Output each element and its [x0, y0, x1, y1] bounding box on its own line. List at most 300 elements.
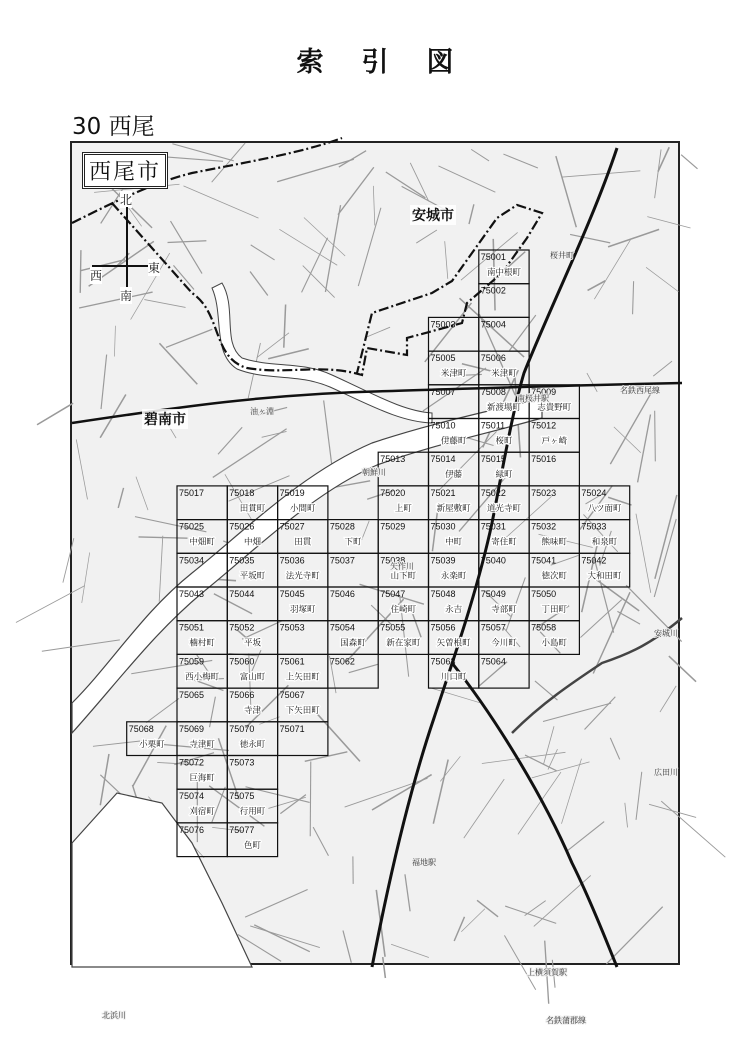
neighbor-label-hekinan: 碧南市: [142, 409, 188, 429]
grid-tile[interactable]: [227, 553, 277, 587]
grid-tile[interactable]: [378, 486, 428, 520]
grid-tile[interactable]: [429, 486, 479, 520]
grid-tile-place-name: 熊味町: [541, 537, 568, 548]
street-line: [168, 241, 207, 243]
grid-tile-place-name: 小栗町: [139, 739, 165, 750]
grid-tile-code: 75052: [229, 622, 255, 633]
street-line: [118, 488, 123, 508]
neighbor-label-anjo: 安城市: [410, 205, 456, 225]
grid-tile-code: 75033: [581, 521, 607, 532]
grid-tile-place-name: 小島町: [541, 638, 568, 649]
map-small-label: 南桜井駅: [517, 394, 549, 403]
grid-tile[interactable]: [278, 587, 328, 621]
grid-tile-place-name: 田貫: [294, 537, 312, 548]
grid-tile-code: 75070: [229, 723, 255, 734]
grid-tile-code: 75060: [229, 656, 255, 667]
grid-tile-code: 75017: [179, 487, 205, 498]
grid-tile-code: 75041: [531, 555, 557, 566]
street-line: [681, 155, 697, 169]
grid-tile[interactable]: [278, 621, 328, 655]
grid-tile-code: 75018: [229, 487, 255, 498]
street-line: [284, 305, 286, 348]
grid-tile[interactable]: [529, 419, 579, 453]
street-line: [636, 772, 642, 820]
grid-tile-code: 75013: [380, 454, 406, 465]
grid-tile-code: 75056: [430, 622, 456, 633]
map-small-label: 上横須賀駅: [527, 968, 567, 977]
grid-tile-code: 75044: [229, 589, 255, 599]
grid-tile-code: 75001: [480, 252, 506, 262]
street-line: [587, 373, 597, 392]
map-small-label: 桜井町: [550, 251, 574, 260]
street-line: [544, 726, 554, 764]
grid-tile[interactable]: [579, 553, 629, 587]
compass-west: 西: [90, 269, 103, 283]
grid-tile-place-name: 大和田町: [587, 571, 622, 582]
grid-tile-code: 75043: [179, 589, 205, 599]
street-line: [343, 930, 351, 962]
grid-tile-code: 75024: [581, 487, 607, 498]
street-line: [213, 429, 287, 478]
grid-tile-place-name: 法光寺町: [285, 571, 320, 582]
street-line: [245, 890, 308, 918]
grid-tile[interactable]: [177, 722, 227, 756]
grid-tile-code: 75019: [279, 487, 305, 498]
street-line: [610, 393, 651, 464]
grid-tile-code: 75076: [179, 824, 205, 835]
street-line: [482, 752, 566, 763]
street-line: [250, 272, 268, 296]
compass-south: 南: [120, 289, 133, 303]
grid-tile-code: 75057: [480, 622, 506, 633]
grid-tile-code: 75051: [179, 622, 205, 633]
grid-tile[interactable]: [479, 486, 529, 520]
grid-tile-code: 75040: [480, 555, 506, 566]
grid-tile[interactable]: [529, 553, 579, 587]
street-line: [16, 586, 85, 623]
street-line: [614, 427, 641, 453]
grid-tile-place-name: 上町: [394, 503, 412, 514]
street-line: [585, 697, 616, 730]
grid-tile-place-name: 新在家町: [386, 638, 421, 649]
street-line: [638, 414, 651, 482]
street-line: [251, 245, 275, 260]
grid-tile[interactable]: [579, 520, 629, 554]
page-title: 索引図: [296, 47, 492, 78]
grid-tile-code: 75071: [279, 723, 305, 734]
street-line: [570, 234, 610, 242]
street-line: [617, 611, 640, 624]
street-line: [76, 439, 87, 499]
grid-tile-place-name: 中町: [445, 537, 463, 548]
grid-tile-code: 75025: [179, 521, 205, 532]
grid-tile-code: 75023: [531, 487, 557, 498]
grid-tile-place-name: 矢曽根町: [436, 638, 471, 649]
map-small-label: 名鉄蒲郡線: [546, 1016, 586, 1025]
street-line: [454, 917, 464, 941]
street-line: [212, 143, 245, 182]
street-line: [63, 538, 74, 583]
street-line: [365, 327, 390, 337]
grid-tile[interactable]: [227, 722, 277, 756]
grid-tile-code: 75058: [531, 622, 557, 633]
grid-tile-place-name: 徳次町: [541, 571, 568, 582]
grid-tile[interactable]: [328, 587, 378, 621]
grid-tile[interactable]: [177, 621, 227, 655]
grid-tile-place-name: 田貫町: [239, 503, 266, 514]
grid-tile[interactable]: [227, 587, 277, 621]
grid-tile[interactable]: [177, 520, 227, 554]
grid-tile-code: 75010: [430, 420, 456, 431]
street-line: [391, 944, 429, 957]
grid-tile[interactable]: [227, 756, 277, 790]
street-line: [383, 957, 386, 978]
grid-tile-code: 75036: [279, 555, 305, 566]
street-line: [225, 474, 253, 522]
grid-tile-code: 75002: [480, 285, 506, 296]
street-line: [358, 208, 381, 286]
grid-tile[interactable]: [278, 722, 328, 756]
grid-tile-code: 75066: [229, 690, 255, 701]
grid-tile-code: 75007: [430, 386, 456, 397]
street-line: [608, 229, 659, 246]
street-line: [304, 218, 345, 256]
index-map[interactable]: [70, 141, 680, 1025]
street-line: [171, 221, 203, 274]
grid-tile-place-name: 山下町: [390, 571, 417, 582]
grid-tile[interactable]: [429, 351, 479, 385]
street-line: [438, 166, 495, 192]
street-line: [277, 159, 354, 181]
grid-tile-code: 75068: [128, 723, 154, 734]
grid-tile[interactable]: [429, 621, 479, 655]
grid-tile-place-name: 小間町: [289, 503, 316, 514]
street-line: [561, 759, 581, 824]
grid-tile[interactable]: [177, 756, 227, 790]
street-line: [372, 775, 432, 810]
grid-tile-place-name: 八ツ面町: [587, 503, 622, 514]
grid-tile-code: 75014: [430, 454, 456, 465]
street-line: [325, 205, 340, 292]
grid-tile-code: 75077: [229, 824, 255, 835]
grid-tile-code: 75008: [480, 386, 506, 397]
grid-tile-code: 75072: [179, 757, 205, 768]
grid-tile-place-name: 南中根町: [486, 268, 521, 278]
grid-tile[interactable]: [378, 520, 428, 554]
street-line: [660, 686, 676, 712]
grid-tile-code: 75016: [531, 454, 557, 465]
grid-tile-code: 75003: [430, 319, 456, 330]
grid-tile-place-name: 道光寺町: [486, 503, 521, 514]
grid-tile-place-name: 和泉町: [591, 537, 618, 548]
street-line: [210, 697, 216, 728]
grid-tile-code: 75038: [380, 555, 406, 566]
street-line: [173, 265, 194, 289]
street-line: [259, 717, 279, 725]
grid-tile-code: 75031: [480, 521, 506, 532]
grid-tile-place-name: 寺津: [243, 706, 261, 717]
street-line: [594, 240, 630, 300]
grid-tile-place-name: 徳永町: [239, 739, 266, 750]
street-line: [250, 926, 320, 948]
street-line: [562, 171, 640, 177]
street-line: [509, 315, 535, 350]
grid-tile[interactable]: [529, 621, 579, 655]
street-line: [655, 149, 661, 198]
grid-tile[interactable]: [328, 520, 378, 554]
grid-tile-code: 75067: [279, 690, 305, 701]
grid-tile-code: 75009: [531, 386, 557, 397]
street-line: [532, 762, 590, 778]
grid-tile-place-name: 国森町: [340, 638, 366, 649]
street-line: [669, 656, 696, 682]
grid-tile-place-name: 住崎町: [390, 605, 417, 615]
grid-tile-place-name: 志貴野町: [537, 402, 572, 413]
grid-tile-place-name: 米津町: [440, 369, 467, 380]
street-line: [594, 578, 639, 611]
street-line: [101, 355, 107, 409]
street-line: [386, 172, 426, 198]
grid-tile-place-name: 丁田町: [541, 605, 568, 615]
grid-tile-code: 75029: [380, 521, 406, 532]
grid-tile[interactable]: [429, 317, 479, 351]
grid-tile-place-name: 楠村町: [189, 638, 215, 649]
grid-tile[interactable]: [227, 654, 277, 688]
street-line: [661, 801, 725, 857]
street-line: [625, 803, 628, 828]
grid-tile-code: 75039: [430, 555, 456, 566]
street-line: [82, 552, 90, 602]
grid-tile-code: 75074: [179, 791, 205, 802]
street-line: [471, 149, 489, 161]
street-line: [580, 600, 621, 638]
street-line: [166, 329, 212, 347]
grid-tile-place-name: 伊藤町: [440, 436, 467, 447]
grid-tile-place-name: 新渡場町: [486, 402, 521, 413]
map-small-label: 北浜川: [102, 1011, 126, 1020]
street-line: [159, 536, 163, 602]
grid-tile-code: 75069: [179, 723, 205, 734]
street-line: [646, 267, 679, 291]
street-line: [310, 762, 311, 837]
street-line: [477, 900, 498, 917]
grid-tile-code: 75022: [480, 487, 506, 498]
street-line: [655, 495, 677, 579]
grid-tile-code: 75075: [229, 791, 255, 802]
grid-tile-place-name: 行用町: [239, 807, 266, 818]
grid-tile-code: 75028: [329, 521, 355, 532]
grid-tile-code: 75073: [229, 757, 255, 768]
grid-tile-code: 75049: [480, 589, 506, 599]
grid-tile[interactable]: [529, 520, 579, 554]
street-line: [146, 698, 179, 722]
grid-tile[interactable]: [177, 486, 227, 520]
street-line: [655, 411, 656, 462]
grid-tile-place-name: 上矢田町: [285, 672, 320, 683]
grid-tile-place-name: 伊藤: [445, 470, 463, 481]
street-line: [464, 779, 504, 838]
street-line: [636, 514, 651, 593]
grid-tile-code: 75037: [329, 555, 355, 566]
grid-tile-place-name: 新屋敷町: [436, 503, 471, 514]
grid-tile-code: 75046: [329, 589, 355, 599]
map-small-label: 安城川: [654, 629, 678, 638]
grid-tile-code: 75004: [480, 319, 506, 330]
street-line: [254, 925, 310, 952]
grid-tile-code: 75035: [229, 555, 255, 566]
street-line: [654, 519, 676, 597]
grid-tile-place-name: 刈宿町: [189, 807, 215, 818]
street-line: [279, 229, 337, 265]
grid-tile-place-name: 平坂町: [239, 571, 266, 582]
grid-tile[interactable]: [479, 654, 529, 688]
grid-tile-code: 75054: [329, 622, 355, 633]
street-line: [42, 640, 120, 651]
map-small-label: 矢作川: [390, 562, 414, 571]
grid-tile[interactable]: [278, 654, 328, 688]
city-label: 西尾市: [82, 152, 168, 189]
grid-tile-place-name: 桜町: [495, 436, 513, 447]
grid-tile[interactable]: [227, 688, 277, 722]
grid-tile[interactable]: [227, 823, 277, 857]
grid-tile-code: 75064: [480, 656, 506, 667]
grid-tile-place-name: 下矢田町: [285, 706, 320, 717]
map-small-label: 福地駅: [412, 858, 436, 867]
grid-tile-place-name: 寺津町: [189, 739, 215, 750]
grid-tile-code: 75055: [380, 622, 406, 633]
grid-tile[interactable]: [479, 621, 529, 655]
street-line: [416, 230, 437, 243]
grid-tile-code: 75005: [430, 353, 456, 364]
grid-tile-place-name: 寄住町: [491, 537, 517, 548]
grid-tile[interactable]: [278, 553, 328, 587]
street-line: [433, 760, 448, 824]
map-small-label: 油ヶ淵: [250, 407, 274, 416]
grid-tile-code: 75053: [279, 622, 305, 633]
grid-tile-code: 75034: [179, 555, 205, 566]
street-line: [218, 427, 242, 454]
grid-tile[interactable]: [429, 654, 479, 688]
grid-tile[interactable]: [479, 553, 529, 587]
grid-tile-place-name: 中畑: [243, 537, 261, 548]
grid-tile-place-name: 川口町: [440, 672, 467, 683]
grid-tile-code: 75006: [480, 353, 506, 364]
grid-tile[interactable]: [328, 553, 378, 587]
grid-tile-code: 75026: [229, 521, 255, 532]
grid-tile-place-name: 西小梅町: [185, 672, 220, 683]
grid-tile-place-name: 下町: [344, 537, 362, 548]
grid-tile-code: 75062: [329, 656, 355, 667]
street-line: [338, 167, 374, 214]
grid-tile-code: 75061: [279, 656, 305, 667]
grid-tile-code: 75059: [179, 656, 205, 667]
index-grid[interactable]: [127, 250, 630, 857]
map-small-label: 広田川: [654, 768, 678, 777]
grid-tile-place-name: 寺部町: [491, 605, 517, 615]
street-line: [653, 361, 672, 376]
grid-tile-code: 75045: [279, 589, 305, 599]
grid-tile-code: 75021: [430, 487, 456, 498]
grid-tile-code: 75015: [480, 454, 506, 465]
river-yahagi: [72, 398, 542, 733]
grid-tile[interactable]: [429, 553, 479, 587]
grid-tile[interactable]: [278, 520, 328, 554]
grid-tile-place-name: 米津町: [491, 369, 517, 380]
grid-tile-code: 75020: [380, 487, 406, 498]
street-line: [339, 151, 366, 167]
grid-tile-place-name: 永楽町: [440, 571, 467, 582]
grid-tile-code: 75011: [480, 420, 506, 431]
grid-tile[interactable]: [479, 587, 529, 621]
street-line: [606, 907, 662, 964]
street-line: [80, 250, 81, 293]
grid-tile[interactable]: [429, 520, 479, 554]
street-line: [312, 708, 360, 761]
grid-tile-place-name: 平坂: [243, 638, 261, 649]
grid-tile-place-name: 緑町: [495, 470, 513, 481]
section-title: 30 西尾: [72, 114, 155, 140]
grid-tile-place-name: 中畑町: [189, 537, 215, 548]
street-line: [373, 186, 374, 226]
street-line: [548, 749, 558, 769]
street-line: [159, 343, 197, 384]
street-line: [183, 186, 258, 218]
map-small-label: 名鉄西尾線: [620, 386, 660, 395]
grid-tile-place-name: 永吉: [445, 605, 463, 615]
grid-tile-code: 75032: [531, 521, 557, 532]
grid-tile[interactable]: [529, 452, 579, 486]
street-line: [136, 477, 148, 511]
street-line: [556, 156, 576, 227]
street-line: [313, 827, 328, 856]
street-line: [647, 217, 690, 228]
grid-tile-code: 75047: [380, 589, 406, 599]
grid-tile-code: 75012: [531, 420, 557, 431]
grid-tile[interactable]: [479, 284, 529, 318]
street-line: [505, 906, 556, 923]
street-line: [461, 909, 485, 932]
street-line: [362, 521, 369, 540]
street-line: [218, 738, 239, 799]
grid-tile-code: 75027: [279, 521, 305, 532]
compass-vertical-line: [126, 207, 128, 287]
grid-tile[interactable]: [378, 621, 428, 655]
grid-tile-code: 75065: [179, 690, 205, 701]
grid-tile[interactable]: [529, 486, 579, 520]
grid-tile-code: 75063: [430, 656, 456, 667]
grid-tile-place-name: 戸ヶ崎: [541, 436, 568, 447]
grid-tile-code: 75030: [430, 521, 456, 532]
grid-tile-place-name: 色町: [243, 840, 261, 851]
street-line: [593, 592, 630, 673]
street-line: [37, 403, 73, 425]
compass-east: 東: [148, 261, 161, 275]
street-line: [610, 738, 619, 760]
grid-tile[interactable]: [177, 688, 227, 722]
map-small-label: 朝鮮川: [362, 468, 386, 477]
street-line: [305, 752, 348, 761]
grid-tile-place-name: 羽塚町: [289, 605, 316, 615]
street-line: [268, 349, 309, 359]
street-line: [568, 822, 605, 851]
grid-tile-place-name: 富山町: [239, 672, 266, 683]
compass-rose: [86, 191, 166, 301]
grid-tile[interactable]: [328, 621, 378, 655]
grid-tile-code: 75048: [430, 589, 456, 599]
grid-tile-place-name: 巨海町: [189, 773, 215, 784]
street-line: [445, 241, 448, 279]
grid-tile-place-name: 今川町: [491, 638, 517, 649]
